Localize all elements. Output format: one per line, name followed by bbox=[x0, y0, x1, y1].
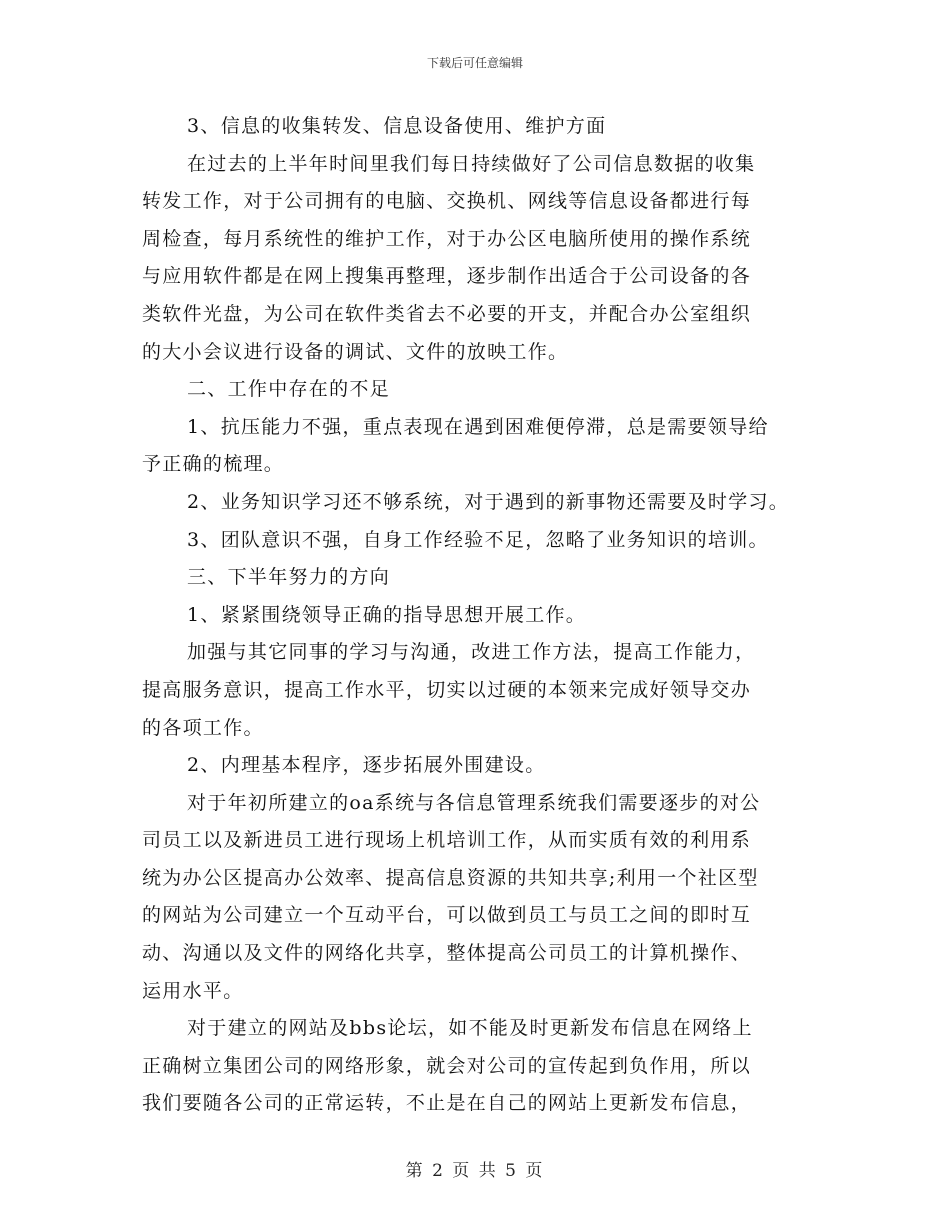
text-line: 1、紧紧围绕领导正确的指导思想开展工作。 bbox=[187, 603, 587, 626]
text-line: 二、工作中存在的不足 bbox=[187, 378, 391, 401]
text-line: 3、信息的收集转发、信息设备使用、维护方面 bbox=[187, 115, 607, 137]
text-line: 三、下半年努力的方向 bbox=[187, 566, 391, 589]
text-line: 3、团队意识不强，自身工作经验不足，忽略了业务知识的培训。 bbox=[187, 528, 769, 551]
text-line: 统为办公区提高办公效率、提高信息资源的共知共享;利用一个社区型 bbox=[142, 866, 759, 889]
text-line: 类软件光盘，为公司在软件类省去不必要的开支，并配合办公室组织 bbox=[142, 302, 752, 325]
page-header: 下载后可任意编辑 bbox=[426, 56, 523, 70]
text-line: 加强与其它同事的学习与沟通，改进工作方法，提高工作能力， bbox=[187, 641, 756, 664]
text-line: 的各项工作。 bbox=[142, 716, 264, 739]
document-body bbox=[142, 108, 822, 1123]
text-line: 在过去的上半年时间里我们每日持续做好了公司信息数据的收集 bbox=[187, 152, 756, 175]
text-line: 予正确的梳理。 bbox=[142, 453, 285, 476]
text-line: 2、内理基本程序，逐步拓展外围建设。 bbox=[187, 754, 546, 777]
text-line: 1、抗压能力不强，重点表现在遇到困难便停滞，总是需要领导给 bbox=[187, 415, 769, 438]
text-line: 对于年初所建立的oa系统与各信息管理系统我们需要逐步的对公 bbox=[187, 791, 761, 814]
text-line: 转发工作，对于公司拥有的电脑、交换机、网线等信息设备都进行每 bbox=[142, 190, 752, 213]
text-line: 司员工以及新进员工进行现场上机培训工作，从而实质有效的利用系 bbox=[142, 829, 752, 852]
text-line: 提高服务意识，提高工作水平，切实以过硬的本领来完成好领导交办 bbox=[142, 678, 752, 701]
text-line: 正确树立集团公司的网络形象，就会对公司的宣传起到负作用，所以 bbox=[142, 1054, 752, 1077]
page-footer: 第 2 页 共 5 页 bbox=[405, 1161, 545, 1181]
text-line: 运用水平。 bbox=[142, 979, 244, 1002]
text-line: 对于建立的网站及bbs论坛，如不能及时更新发布信息在网络上 bbox=[187, 1017, 753, 1040]
text-line: 与应用软件都是在网上搜集再整理，逐步制作出适合于公司设备的各 bbox=[142, 265, 752, 288]
text-line: 2、业务知识学习还不够系统，对于遇到的新事物还需要及时学习。 bbox=[187, 490, 790, 513]
text-line: 的网站为公司建立一个互动平台，可以做到员工与员工之间的即时互 bbox=[142, 904, 752, 927]
text-line: 周检查，每月系统性的维护工作，对于办公区电脑所使用的操作系统 bbox=[142, 227, 752, 250]
text-line: 动、沟通以及文件的网络化共享，整体提高公司员工的计算机操作、 bbox=[142, 942, 752, 965]
text-line: 的大小会议进行设备的调试、文件的放映工作。 bbox=[142, 340, 569, 363]
text-line: 我们要随各公司的正常运转，不止是在自己的网站上更新发布信息， bbox=[142, 1092, 752, 1115]
